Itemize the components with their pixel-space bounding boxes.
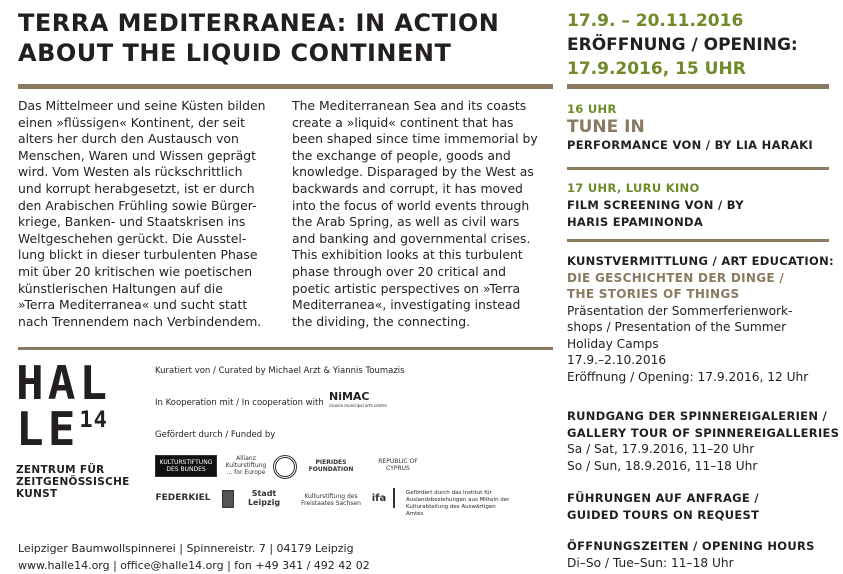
logo-pierides: PIERIDES FOUNDATION: [300, 452, 362, 480]
event2-line-2: HARIS EPAMINONDA: [567, 215, 704, 229]
logo-kulturstiftung-sachsen: Kulturstiftung des Freistaates Sachsen: [300, 488, 362, 512]
spiral-icon: [273, 455, 297, 479]
german-text-line: mit über 20 kritischen wie poetischen: [18, 263, 253, 279]
event5-heading-2: GUIDED TOURS ON REQUEST: [567, 507, 760, 522]
event4-line-2: So / Sun, 18.9.2016, 11–18 Uhr: [567, 458, 758, 473]
footer: [18, 540, 370, 574]
headline-line-2: ABOUT THE LIQUID CONTINENT: [18, 39, 452, 67]
english-text-line: into the focus of world events through: [292, 197, 530, 213]
event4-heading-1: RUNDGANG DER SPINNEREIGALERIEN /: [567, 409, 828, 423]
opening-value: 17.9.2016, 15 UHR: [567, 59, 746, 79]
event3-text-line: 17.9.–2.10.2016: [567, 353, 667, 367]
german-text-line: wird. Vom Westen als rückschrittlich: [18, 164, 243, 180]
date-range: 17.9. – 20.11.2016: [567, 11, 744, 31]
english-text-line: Mediterranea«, investigating instead: [292, 297, 521, 313]
english-text-line: the Arab Spring, as well as civil wars: [292, 214, 520, 230]
event2-divider: [567, 239, 829, 242]
event2-block: [567, 180, 837, 231]
logo-line-2: ZEITGENÖSSISCHE: [16, 476, 130, 488]
german-text-line: »Terra Mediterranea« und sucht statt: [18, 297, 248, 313]
german-text-line: den Arabischen Frühling sowie Bürger-: [18, 197, 257, 213]
german-text-line: Menschen, Waren und Wissen geprägt: [18, 147, 256, 163]
events-column: [567, 102, 837, 152]
event3-title-2: THE STORIES OF THINGS: [567, 287, 740, 301]
footer-address: Leipziger Baumwollspinnerei | Spinnereistr. 7 | 04179 Leipzig: [18, 542, 354, 555]
german-text-line: alters her durch den Austausch von: [18, 131, 239, 147]
english-text-line: poetic artistic perspectives on »Terra: [292, 280, 521, 296]
leipzig-crest-icon: [222, 490, 234, 508]
german-text-line: lung blickt in dieser turbulenten Phase: [18, 247, 258, 263]
cooperation-label: In Kooperation mit / In cooperation with: [155, 398, 324, 408]
event1-divider: [567, 167, 829, 170]
english-text-line: The Mediterranean Sea and its coasts: [292, 98, 527, 113]
logo-ifa: ifa: [368, 490, 390, 506]
event5-block: [567, 490, 842, 523]
event1-subtitle: PERFORMANCE VON / BY LIA HARAKI: [567, 138, 813, 152]
nimac-name: NiMAC: [329, 390, 370, 403]
dates-divider: [567, 84, 829, 89]
event2-line-1: FILM SCREENING VON / BY: [567, 198, 744, 212]
logo-14: 14: [79, 408, 108, 433]
headline: [18, 8, 499, 68]
german-text-line: einen »flüssigen« Kontinent, der seit: [18, 114, 245, 130]
logo-hal: HAL: [16, 356, 112, 410]
event4-line-1: Sa / Sat, 17.9.2016, 11–20 Uhr: [567, 442, 755, 456]
event3-heading: KUNSTVERMITTLUNG / ART EDUCATION:: [567, 254, 834, 268]
english-text-line: phase through over 20 critical and: [292, 263, 506, 279]
logo-allianz: Allianz Kulturstiftung ... for Europe: [222, 451, 270, 479]
event3-text-line: shops / Presentation of the Summer: [567, 320, 787, 334]
halle14-logo: [16, 356, 130, 500]
event1-time: 16 UHR: [567, 102, 617, 116]
english-text-line: create a »liquid« continent that has: [292, 114, 514, 130]
german-text-line: Weltgeschehen gerückt. Die Ausstel-: [18, 230, 247, 246]
event3-text-line: Präsentation der Sommerferienwork-: [567, 303, 793, 318]
german-text-line: nach Trennendem nach Verbindendem.: [18, 313, 262, 329]
event1-title: TUNE IN: [567, 117, 645, 137]
text-english: [292, 98, 554, 330]
logo-stadt-leipzig: Stadt Leipzig: [236, 490, 292, 506]
german-text-line: Das Mittelmeer und seine Küsten bilden: [18, 98, 266, 113]
english-text-line: knowledge. Disparaged by the West as: [292, 164, 534, 180]
event5-heading-1: FÜHRUNGEN AUF ANFRAGE /: [567, 491, 759, 505]
logo-cyprus: REPUBLIC OF CYPRUS: [372, 450, 424, 480]
english-text-line: the dividing, the connecting.: [292, 313, 471, 329]
dates-block: [567, 9, 798, 81]
opening-label: ERÖFFNUNG / OPENING:: [567, 35, 798, 55]
english-text-line: been shaped since time immemorial by: [292, 131, 538, 147]
event3-title-1: DIE GESCHICHTEN DER DINGE /: [567, 270, 785, 285]
event4-block: [567, 408, 842, 474]
funded-label: Gefördert durch / Funded by: [155, 430, 276, 440]
logo-kulturstiftung-bund: KULTURSTIFTUNG DES BUNDES: [155, 455, 217, 477]
event3-text-line: Holiday Camps: [567, 336, 659, 351]
german-text-line: und korrupt herabgesetzt, ist er durch: [18, 180, 255, 196]
text-german: [18, 98, 288, 330]
headline-line-1: TERRA MEDITERRANEA: IN ACTION: [18, 9, 500, 37]
english-text-line: backwards and corrupt, it has moved: [292, 180, 523, 196]
english-text-line: the exchange of people, goods and: [292, 147, 511, 163]
curated-by: Kuratiert von / Curated by Michael Arzt & Yiannis Toumazis: [155, 366, 405, 376]
footer-contact: www.halle14.org | office@halle14.org | fon +49 341 / 492 42 02: [18, 559, 370, 572]
event6-heading: ÖFFNUNGSZEITEN / OPENING HOURS: [567, 539, 815, 553]
german-text-line: kriege, Banken- und Staatskrisen ins: [18, 214, 246, 230]
nimac-logo: [329, 390, 389, 408]
logo-line-1: ZENTRUM FÜR: [16, 464, 105, 476]
ifa-text: Gefördert durch das Institut für Auslandsbeziehungen aus Mitteln der Kulturabteilung des Auswärtigen Amtes: [406, 490, 510, 517]
english-text-line: and banking and governmental crises.: [292, 230, 531, 246]
title-divider: [18, 84, 553, 89]
english-text-line: This exhibition looks at this turbulent: [292, 247, 523, 263]
logo-federkiel: FEDERKIEL: [155, 490, 211, 506]
event2-time: 17 UHR, LURU KINO: [567, 181, 700, 195]
logo-line-3: KUNST: [16, 488, 58, 500]
german-text-line: künstlerischen Haltungen auf die: [18, 280, 223, 296]
event6-block: [567, 538, 842, 571]
event3-text-line: Eröffnung / Opening: 17.9.2016, 12 Uhr: [567, 369, 809, 384]
nimac-subtitle: nicosia municipal arts centre: [329, 403, 387, 408]
event3-block: [567, 253, 842, 385]
logo-le: LE: [16, 402, 80, 456]
event4-heading-2: GALLERY TOUR OF SPINNEREIGALLERIES: [567, 425, 840, 440]
credits-divider: [18, 347, 553, 350]
event6-line: Di–So / Tue–Sun: 11–18 Uhr: [567, 555, 734, 570]
